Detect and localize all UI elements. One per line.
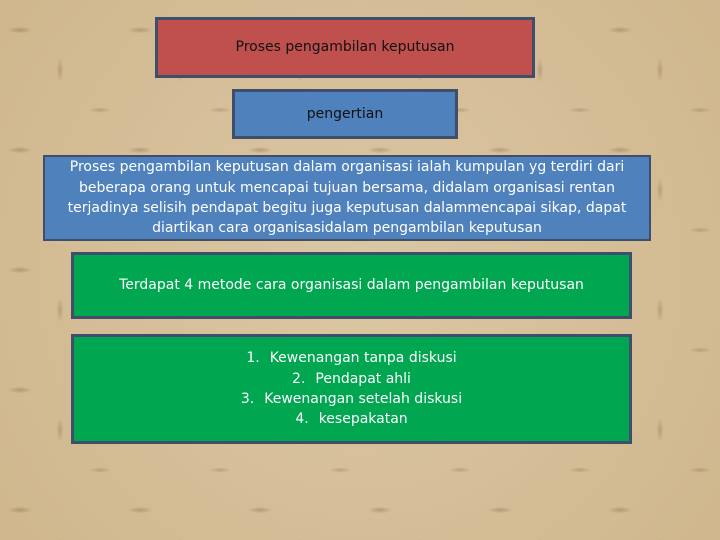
method-number: 2.: [292, 370, 306, 387]
method-item: [295, 409, 407, 429]
method-number: 3.: [240, 391, 255, 407]
method-item: [241, 389, 462, 409]
method-text: Kewenangan tanpa diskusi: [269, 350, 457, 367]
methods-header-box: [71, 252, 632, 319]
method-text: Pendapat ahli: [315, 370, 411, 387]
pengertian-text: pengertian: [306, 105, 384, 122]
definition-text: Proses pengambilan keputusan dalam organisasi ialah kumpulan yg terdiri dari beberapa orang untuk mencapai tujuan bersama, didalam organisasi rentan terjadinya selisih pendapat begitu juga keputusan dalammencapai sikap, dapat diartikan cara organisasidalam pengambilan keputusan: [67, 159, 627, 237]
method-item: [292, 369, 411, 389]
definition-box: [43, 155, 651, 241]
method-number: 1.: [246, 350, 260, 367]
method-text: kesepakatan: [318, 411, 408, 428]
methods-list-box: [71, 334, 632, 444]
title-text: Proses pengambilan keputusan: [235, 39, 455, 56]
method-text: Kewenangan setelah diskusi: [264, 391, 463, 407]
method-number: 4.: [295, 411, 309, 428]
title-box: [155, 17, 535, 78]
pengertian-box: [232, 89, 458, 139]
method-item: [246, 348, 456, 368]
methods-header-text: Terdapat 4 metode cara organisasi dalam pengambilan keputusan: [119, 277, 584, 294]
